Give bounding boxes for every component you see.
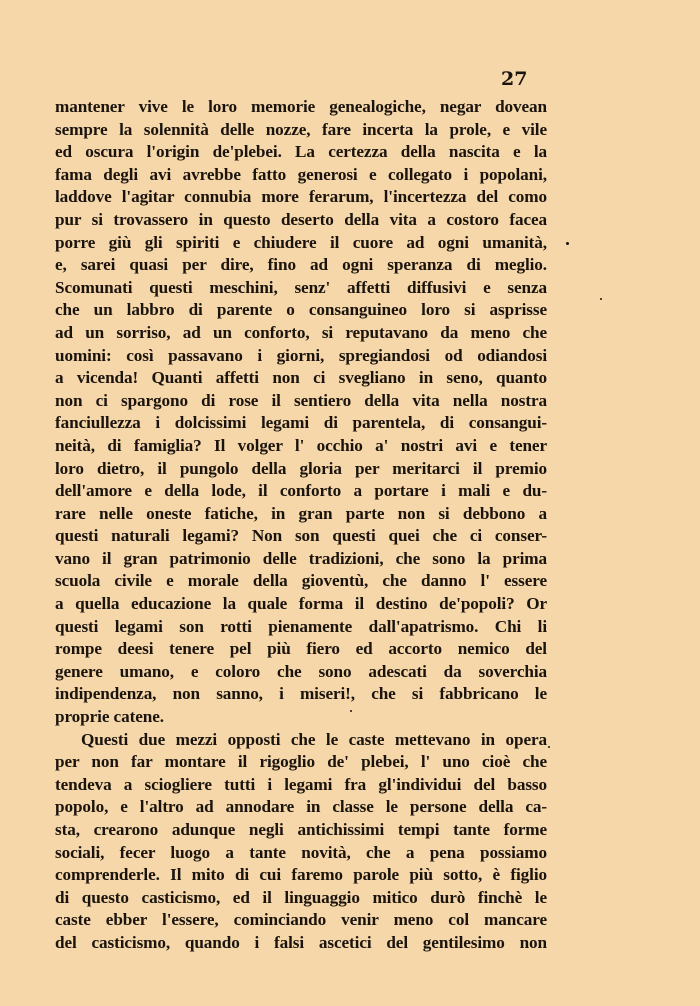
text-line: sociali, fecer luogo a tante novità, che a pena possiamo (55, 842, 547, 862)
ink-speck (350, 710, 352, 712)
text-line: tendeva a sciogliere tutti i legami fra gl'individui del basso (55, 774, 547, 794)
text-line: comprenderle. Il mito di cui faremo parole più sotto, è figlio (55, 865, 547, 885)
text-line: mantener vive le loro memorie genealogiche, negar dovean (55, 97, 547, 116)
text-line: caste ebber l'essere, cominciando venir meno col mancare (55, 910, 547, 930)
text-line: per non far montare il rigoglio de' plebei, l' uno cioè che (55, 752, 547, 772)
ink-speck (548, 746, 550, 748)
text-line: porre giù gli spiriti e chiudere il cuore ad ogni umanità, (55, 232, 547, 252)
text-line: rare nelle oneste fatiche, in gran parte non si debbono a (55, 503, 547, 523)
text-line: pur si trovassero in questo deserto della vita a costoro facea (55, 209, 547, 229)
text-line: dell'amore e della lode, il conforto a portare i mali e du- (55, 481, 547, 501)
text-line: popolo, e l'altro ad annodare in classe le persone della ca- (55, 797, 547, 817)
text-line: non ci spargono di rose il sentiero della vita nella nostra (55, 390, 547, 410)
text-line: Scomunati questi meschini, senz' affetti diffusivi e senza (55, 277, 547, 297)
text-line: indipendenza, non sanno, i miseri!, che si fabbricano le (55, 684, 547, 704)
text-line: vano il gran patrimonio delle tradizioni, che sono la prima (55, 548, 547, 568)
ink-speck (566, 242, 569, 245)
text-line: fanciullezza i dolcissimi legami di parentela, di consangui- (55, 413, 547, 433)
text-line: a quella educazione la quale forma il destino de'popoli? Or (55, 594, 547, 614)
page-number: 27 (501, 68, 528, 90)
text-line: sta, crearono adunque negli antichissimi tempi tante forme (55, 820, 547, 839)
text-line: uomini: così passavano i giorni, spregiandosi od odiandosi (55, 345, 547, 365)
paragraph-2 (55, 729, 547, 955)
text-line: questi naturali legami? Non son questi quei che ci conser- (55, 526, 547, 546)
text-line: proprie catene. (55, 707, 164, 727)
ink-speck (600, 298, 602, 300)
text-line: scuola civile e morale della gioventù, che danno l' essere (55, 571, 547, 591)
paragraph-1 (55, 96, 547, 729)
text-line: loro dietro, il pungolo della gloria per meritarci il premio (55, 458, 547, 478)
text-line: ed oscura l'origin de'plebei. La certezza della nascita e la (55, 142, 547, 162)
text-line: che un labbro di parente o consanguineo loro si asprisse (55, 300, 547, 320)
text-line: del casticismo, quando i falsi ascetici del gentilesimo non (55, 932, 547, 952)
text-line: Questi due mezzi opposti che le caste mettevano in opera (81, 729, 547, 749)
text-line: e, sarei quasi per dire, fino ad ogni speranza di meglio. (55, 255, 547, 275)
text-line: laddove l'agitar connubia more ferarum, l'incertezza del como (55, 187, 547, 207)
text-line: genere umano, e coloro che sono adescati da soverchia (55, 661, 547, 681)
text-line: fama degli avi avrebbe fatto generosi e collegato i popolani, (55, 164, 547, 184)
text-line: neità, di famiglia? Il volger l' occhio a' nostri avi e tener (55, 435, 547, 455)
body-text (55, 96, 547, 955)
text-line: di questo casticismo, ed il linguaggio mitico durò finchè le (55, 887, 547, 907)
text-line: questi legami son rotti pienamente dall'apatrismo. Chi li (55, 616, 547, 636)
text-line: ad un sorriso, ad un conforto, si reputavano da meno che (55, 322, 547, 342)
text-line: a vicenda! Quanti affetti non ci svegliano in seno, quanto (55, 368, 547, 388)
text-line: sempre la solennità delle nozze, fare incerta la prole, e vile (55, 119, 547, 139)
text-line: rompe deesi tenere pel più fiero ed accorto nemico del (55, 639, 547, 659)
